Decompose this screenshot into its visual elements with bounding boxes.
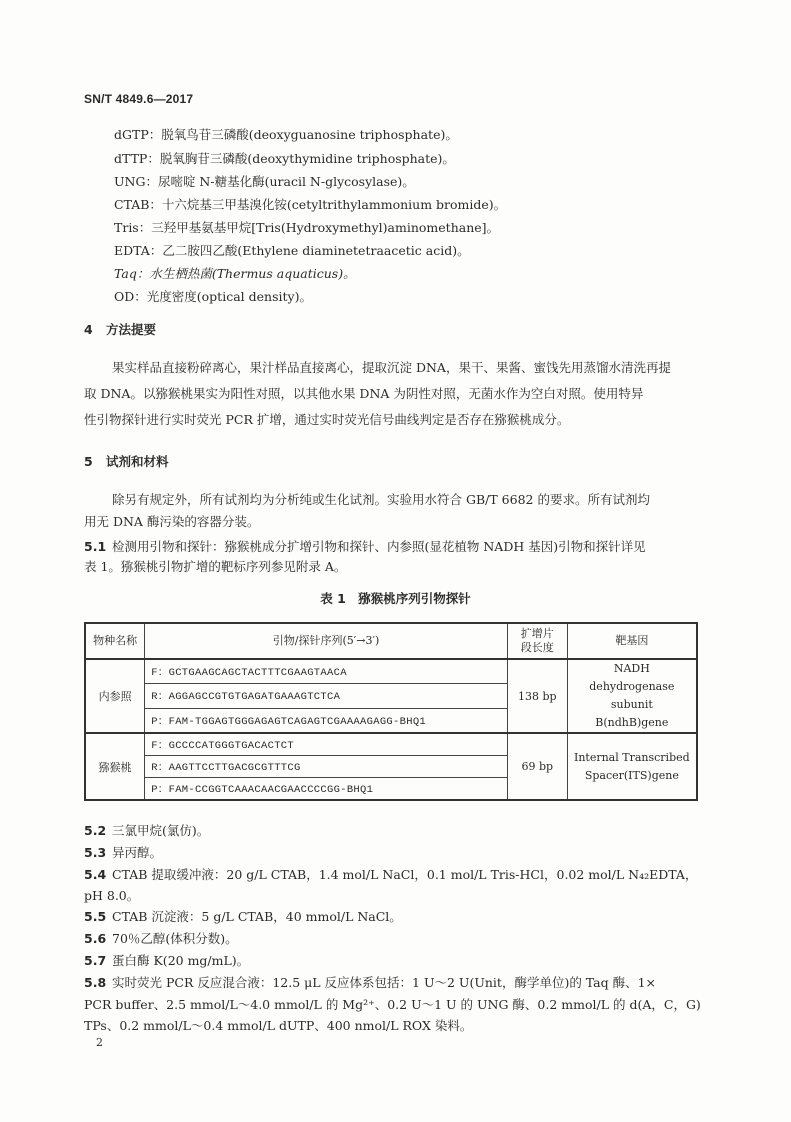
clause-5-3 <box>84 843 698 863</box>
clause-number: 5.8 <box>84 975 107 990</box>
clause-number: 5.7 <box>84 953 107 968</box>
sequence-cell: R：AAGTTCCTTGACGCGTTTCG <box>145 756 508 778</box>
target-line-1: Internal Transcribed <box>573 750 690 764</box>
sequence-cell: P：FAM-TGGAGTGGGAGAGTCAGAGTCGAAAAGAGG-BHQ1 <box>145 708 508 733</box>
clause-5-8-cont-2: TPs、0.2 mmol/L～0.4 mmol/L dUTP、400 nmol/L ROX 染料。 <box>84 1018 473 1033</box>
table-header-row <box>85 623 697 659</box>
abbreviation-od: OD：光度密度(optical density)。 <box>114 289 312 304</box>
target-line-1: NADH dehydrogenase <box>589 662 675 693</box>
section-4-title: 方法提要 <box>106 322 157 337</box>
sequence-cell: P：FAM-CCGGTCAAACAACGAACCCCGG-BHQ1 <box>145 778 508 801</box>
abbreviation-tris: Tris：三羟甲基氨基甲烷[Tris(Hydroxymethyl)aminomethane]。 <box>114 220 500 235</box>
abbreviation-taq: Taq：水生栖热菌(Thermus aquaticus)。 <box>114 266 356 281</box>
clause-text: 70％乙醇(体积分数)。 <box>112 931 238 946</box>
clause-number: 5.5 <box>84 909 107 924</box>
target-line-2: Spacer(ITS)gene <box>584 768 679 782</box>
header-length-line-2: 段长度 <box>520 641 554 654</box>
section-4-line-2: 取 DNA。以猕猴桃果实为阳性对照，以其他水果 DNA 为阴性对照，无菌水作为空白对照。使用特异 <box>84 386 644 401</box>
target-cell <box>567 659 697 733</box>
abbreviation-ctab: CTAB：十六烷基三甲基溴化铵(cetyltrithylammonium bromide)。 <box>114 197 507 212</box>
section-4-number: 4 <box>84 322 93 337</box>
clause-5-1 <box>84 537 698 557</box>
abbreviation-edta: EDTA：乙二胺四乙酸(Ethylene diaminetetraacetic acid)。 <box>114 243 470 258</box>
table-1-caption: 表 1 猕猴桃序列引物探针 <box>320 591 471 606</box>
length-cell: 69 bp <box>507 733 567 800</box>
clause-5-1-number: 5.1 <box>84 539 107 554</box>
section-4-heading <box>84 320 156 338</box>
clause-number: 5.4 <box>84 867 107 882</box>
clause-text: 三氯甲烷(氯仿)。 <box>112 823 210 838</box>
header-length-line-1: 扩增片 <box>520 627 554 640</box>
clause-number: 5.3 <box>84 845 107 860</box>
section-5-number: 5 <box>84 454 93 469</box>
target-cell <box>567 733 697 800</box>
clause-number: 5.2 <box>84 823 107 838</box>
section-4-line-1: 果实样品直接粉碎离心，果汁样品直接离心，提取沉淀 DNA，果干、果酱、蜜饯先用蒸馏水清洗再提 <box>112 360 671 375</box>
clause-5-1-cont: 表 1。猕猴桃引物扩增的靶标序列参见附录 A。 <box>84 559 347 574</box>
table-row <box>85 733 697 756</box>
standard-id: SN/T 4849.6—2017 <box>84 92 194 106</box>
section-5-intro-line-2: 用无 DNA 酶污染的容器分装。 <box>84 514 260 529</box>
clause-5-8-cont: PCR buffer、2.5 mmol/L～4.0 mmol/L 的 Mg²⁺、0.2 U～1 U 的 UNG 酶、0.2 mmol/L 的 d(A，C，G) <box>84 997 701 1012</box>
clause-number: 5.6 <box>84 931 107 946</box>
sequence-cell: R：AGGAGCCGTGTGAGATGAAAGTCTCA <box>145 684 508 708</box>
abbreviation-dgtp: dGTP：脱氧鸟苷三磷酸(deoxyguanosine triphosphate)。 <box>114 127 458 142</box>
sequence-cell: F：GCCCCATGGGTGACACTCT <box>145 733 508 756</box>
clause-text: 异丙醇。 <box>112 845 163 860</box>
species-cell: 猕猴桃 <box>85 733 145 800</box>
table-row <box>85 659 697 684</box>
clause-text: CTAB 提取缓冲液：20 g/L CTAB，1.4 mol/L NaCl，0.1 mol/L Tris-HCl，0.02 mol/L N₄₂EDTA， <box>112 867 698 882</box>
target-line-2: subunit B(ndhB)gene <box>595 698 669 729</box>
clause-text: CTAB 沉淀液：5 g/L CTAB，40 mmol/L NaCl。 <box>112 909 402 924</box>
species-cell: 内参照 <box>85 659 145 733</box>
section-4-line-3: 性引物探针进行实时荧光 PCR 扩增，通过实时荧光信号曲线判定是否存在猕猴桃成分。 <box>84 412 570 427</box>
sequence-cell: F：GCTGAAGCAGCTACTTTCGAAGTAACA <box>145 659 508 684</box>
clause-5-4-cont: pH 8.0。 <box>84 888 140 903</box>
section-5-intro-line-1: 除另有规定外，所有试剂均为分析纯或生化试剂。实验用水符合 GB/T 6682 的要求。所有试剂均 <box>112 492 650 507</box>
header-sequence: 引物/探针序列(5′→3′) <box>145 623 508 659</box>
primer-probe-table <box>84 622 698 801</box>
header-target: 靶基因 <box>567 623 697 659</box>
clause-5-7 <box>84 951 698 971</box>
page-number: 2 <box>96 1036 103 1049</box>
clause-5-2 <box>84 821 698 841</box>
clause-text: 蛋白酶 K(20 mg/mL)。 <box>112 953 250 968</box>
clause-5-6 <box>84 929 698 949</box>
clause-5-4 <box>84 865 698 885</box>
length-cell: 138 bp <box>507 659 567 733</box>
clause-5-8 <box>84 973 698 993</box>
abbreviation-dttp: dTTP：脱氧胸苷三磷酸(deoxythymidine triphosphate)。 <box>114 151 455 166</box>
section-5-heading <box>84 452 169 470</box>
clause-5-1-text: 检测用引物和探针：猕猴桃成分扩增引物和探针、内参照(显花植物 NADH 基因)引物和探针详见 <box>112 539 646 554</box>
section-5-title: 试剂和材料 <box>106 454 169 469</box>
clause-5-5 <box>84 907 698 927</box>
clause-text: 实时荧光 PCR 反应混合液：12.5 μL 反应体系包括：1 U～2 U(Unit，酶学单位)的 Taq 酶、1× <box>112 975 657 990</box>
header-species: 物种名称 <box>85 623 145 659</box>
header-length <box>507 623 567 659</box>
abbreviation-ung: UNG：尿嘧啶 N-糖基化酶(uracil N-glycosylase)。 <box>114 174 415 189</box>
